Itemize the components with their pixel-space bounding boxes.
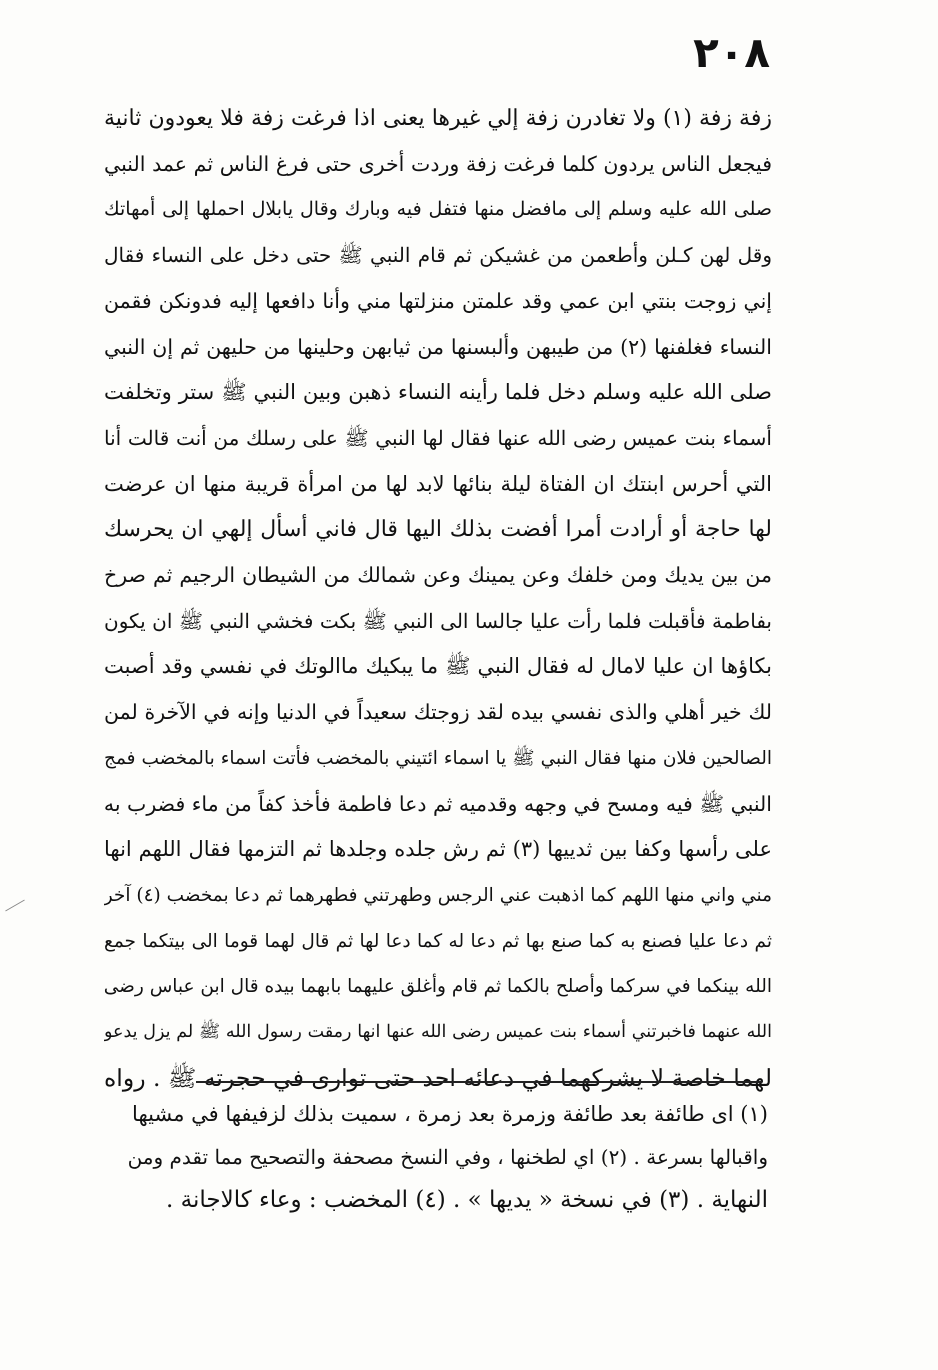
text-line: بفاطمة فأقبلت فلما رأت عليا جالسا الى النبي ﷺ بكت فخشي النبي ﷺ ان يكون [104,608,772,633]
text-line: مني واني منها اللهم كما اذهبت عني الرجس وطهرتني فطهرهما ثم دعا بمخضب (٤) آخر [104,884,772,906]
text-line: التي أحرس ابنتك ان الفتاة ليلة بنائها لابد لها من امرأة قريبة منها ان عرضت [104,471,772,496]
text-line: الله عنهما فاخبرتني أسماء بنت عميس رضى الله عنها انها رمقت رسول الله ﷺ لم يزل يدعو [104,1022,772,1043]
text-line: فيجعل الناس يردون كلما فرغت زفة وردت أخرى حتى فرغ الناس ثم عمد النبي [104,151,772,176]
text-line: على رأسها وكفا بين ثدييها (٣) ثم رش جلده وجلدها ثم التزمها فقال اللهم انها [104,837,772,862]
text-line: صلى الله عليه وسلم إلى مافضل منها فتفل فيه وبارك وقال يابلال احملها إلى أمهاتك [104,198,772,221]
text-line: ثم دعا عليا فصنع به كما صنع بها ثم دعا له كما دعا لها ثم قال لهما قوما الى بيتكما جمع [104,930,772,952]
page-number: ٢٠٨ [693,28,770,77]
text-line: من بين يديك ومن خلفك وعن يمينك وعن شمالك من الشيطان الرجيم ثم صرخ [104,563,772,588]
footnote-separator [196,1081,762,1083]
main-text [104,96,772,1101]
footnote-line: واقبالها بسرعة . (٢) اي لطخنها ، وفي النسخ مصحفة والتصحيح مما تقدم ومن [127,1145,768,1169]
footnotes [126,1093,768,1222]
text-line: أسماء بنت عميس رضى الله عنها فقال لها النبي ﷺ على رسلك من أنت قالت أنا [104,425,772,450]
text-line: لهما خاصة لا يشركهما في دعائه احد حتى توارى في حجرته ﷺ . رواه [104,1063,772,1092]
margin-mark [5,900,25,912]
footnote-line: النهاية . (٣) في نسخة « يديها » . (٤) المخضب : وعاء كالاجانة . [166,1187,768,1213]
text-line: الصالحين فلان منها فقال النبي ﷺ يا اسماء ائتيني بالمخضب فأتت اسماء بالمخضب فمج [104,747,772,769]
text-line: لك خير أهلي والذى نفسي بيده لقد زوجتك سعيداً في الدنيا وإنه في الآخرة لمن [104,700,772,725]
text-line: إني زوجت بنتي ابن عمي وقد علمتن منزلتها مني وأنا دافعها إليه فدونكن فقمن [104,288,772,313]
footnote-line: (١) اى طائفة بعد طائفة وزمرة بعد زمرة ، سميت بذلك لزفيفها في مشيها [132,1102,768,1126]
text-line: النبي ﷺ فيه ومسح في وجهه وقدميه ثم دعا فاطمة فأخذ كفاً من ماء فضرب به [104,791,772,816]
text-line: زفة زفة (١) ولا تغادرن زفة إلي غيرها يعنى اذا فرغت زفة فلا يعودون ثانية [104,106,772,131]
text-line: صلى الله عليه وسلم دخل فلما رأينه النساء ذهبن وبين النبي ﷺ ستر وتخلفت [104,380,772,405]
text-line: وقل لهن كـلن وأطعمن من غشيكن ثم قام النبي ﷺ حتى دخل على النساء فقال [104,243,772,268]
text-line: النساء فغلفنها (٢) من طيبهن وألبسنها من ثيابهن وحلينها من حليهن ثم إن النبي [104,334,772,359]
text-line: الله بينكما في سركما وأصلح بالكما ثم قام وأغلق عليهما بابهما بيده قال ابن عباس رضى [104,976,772,998]
text-line: لها حاجة أو أرادت أمرا أفضت بذلك اليها قال فاني أسأل إلهي ان يحرسك [104,517,772,543]
text-line: بكاؤها ان عليا لامال له فقال النبي ﷺ ما يبكيك ماالوتك في نفسي وقد أصبت [104,654,772,679]
